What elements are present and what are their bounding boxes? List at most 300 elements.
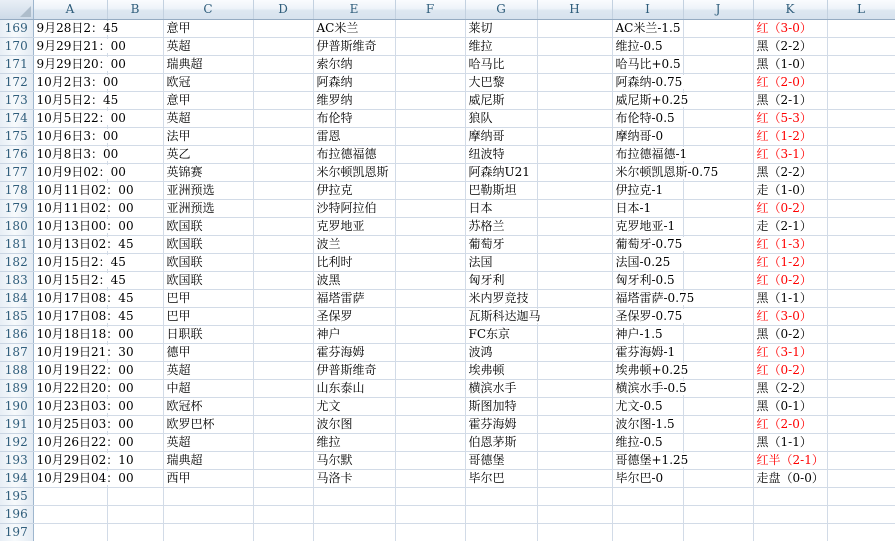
cell-J178[interactable]: [683, 181, 753, 199]
cell-H169[interactable]: [537, 19, 612, 37]
cell-F171[interactable]: [395, 55, 465, 73]
cell-C192[interactable]: [163, 433, 253, 451]
cell-D197[interactable]: [253, 523, 313, 541]
cell-G183[interactable]: [465, 271, 537, 289]
cell-F177[interactable]: [395, 163, 465, 181]
cell-D187[interactable]: [253, 343, 313, 361]
column-header-a[interactable]: A: [33, 0, 107, 19]
cell-D189[interactable]: [253, 379, 313, 397]
cell-G177[interactable]: [465, 163, 537, 181]
cell-I170[interactable]: [612, 37, 683, 55]
cell-L193[interactable]: [827, 451, 895, 469]
cell-F184[interactable]: [395, 289, 465, 307]
cell-A189[interactable]: [33, 379, 134, 397]
cell-G185[interactable]: [465, 307, 541, 325]
cell-L197[interactable]: [827, 523, 895, 541]
row-header-188[interactable]: 188: [0, 361, 33, 379]
cell-I182[interactable]: [612, 253, 683, 271]
cell-A186[interactable]: [33, 325, 134, 343]
row-header-176[interactable]: 176: [0, 145, 33, 163]
row-header-193[interactable]: 193: [0, 451, 33, 469]
cell-F192[interactable]: [395, 433, 465, 451]
cell-A190[interactable]: [33, 397, 134, 415]
cell-A187[interactable]: [33, 343, 134, 361]
cell-J182[interactable]: [683, 253, 753, 271]
cell-D182[interactable]: [253, 253, 313, 271]
cell-D196[interactable]: [253, 505, 313, 523]
cell-H175[interactable]: [537, 127, 612, 145]
cell-H181[interactable]: [537, 235, 612, 253]
cell-J195[interactable]: [683, 487, 753, 505]
cell-D174[interactable]: [253, 109, 313, 127]
cell-E178[interactable]: [313, 181, 395, 199]
cell-L182[interactable]: [827, 253, 895, 271]
cell-H178[interactable]: [537, 181, 612, 199]
cell-H190[interactable]: [537, 397, 612, 415]
column-header-h[interactable]: H: [537, 0, 612, 19]
cell-I177[interactable]: [612, 163, 719, 181]
cell-L172[interactable]: [827, 73, 895, 91]
cell-E193[interactable]: [313, 451, 395, 469]
cell-A193[interactable]: [33, 451, 134, 469]
cell-E188[interactable]: [313, 361, 395, 379]
cell-A175[interactable]: [33, 127, 119, 145]
cell-I195[interactable]: [612, 487, 683, 505]
cell-K187[interactable]: [753, 343, 827, 361]
cell-A188[interactable]: [33, 361, 134, 379]
cell-L175[interactable]: [827, 127, 895, 145]
cell-J190[interactable]: [683, 397, 753, 415]
cell-J175[interactable]: [683, 127, 753, 145]
cell-F191[interactable]: [395, 415, 465, 433]
cell-H182[interactable]: [537, 253, 612, 271]
cell-K186[interactable]: [753, 325, 827, 343]
cell-K197[interactable]: [753, 523, 827, 541]
cell-G173[interactable]: [465, 91, 537, 109]
cell-E180[interactable]: [313, 217, 395, 235]
cell-J172[interactable]: [683, 73, 753, 91]
cell-G191[interactable]: [465, 415, 537, 433]
cell-G195[interactable]: [465, 487, 537, 505]
cell-F176[interactable]: [395, 145, 465, 163]
cell-I192[interactable]: [612, 433, 683, 451]
cell-K183[interactable]: [753, 271, 827, 289]
cell-E192[interactable]: [313, 433, 395, 451]
cell-E189[interactable]: [313, 379, 395, 397]
cell-K190[interactable]: [753, 397, 827, 415]
cell-J194[interactable]: [683, 469, 753, 487]
cell-H174[interactable]: [537, 109, 612, 127]
cell-F193[interactable]: [395, 451, 465, 469]
cell-E181[interactable]: [313, 235, 395, 253]
cell-G179[interactable]: [465, 199, 537, 217]
cell-K192[interactable]: [753, 433, 827, 451]
cell-F196[interactable]: [395, 505, 465, 523]
cell-K188[interactable]: [753, 361, 827, 379]
cell-A196[interactable]: [33, 505, 107, 523]
cell-A177[interactable]: [33, 163, 126, 181]
cell-L184[interactable]: [827, 289, 895, 307]
cell-C178[interactable]: [163, 181, 253, 199]
cell-D181[interactable]: [253, 235, 313, 253]
cell-K185[interactable]: [753, 307, 827, 325]
row-header-182[interactable]: 182: [0, 253, 33, 271]
cell-I194[interactable]: [612, 469, 683, 487]
row-header-185[interactable]: 185: [0, 307, 33, 325]
cell-K171[interactable]: [753, 55, 827, 73]
cell-C181[interactable]: [163, 235, 253, 253]
cell-K170[interactable]: [753, 37, 827, 55]
cell-C170[interactable]: [163, 37, 253, 55]
cell-C180[interactable]: [163, 217, 253, 235]
cell-G180[interactable]: [465, 217, 537, 235]
cell-D170[interactable]: [253, 37, 313, 55]
cell-G170[interactable]: [465, 37, 537, 55]
cell-I191[interactable]: [612, 415, 683, 433]
cell-D194[interactable]: [253, 469, 313, 487]
row-header-186[interactable]: 186: [0, 325, 33, 343]
cell-F173[interactable]: [395, 91, 465, 109]
cell-B197[interactable]: [107, 523, 163, 541]
cell-I186[interactable]: [612, 325, 683, 343]
cell-C194[interactable]: [163, 469, 253, 487]
cell-C174[interactable]: [163, 109, 253, 127]
cell-G186[interactable]: [465, 325, 537, 343]
cell-J197[interactable]: [683, 523, 753, 541]
cell-E177[interactable]: [313, 163, 395, 181]
cell-H171[interactable]: [537, 55, 612, 73]
cell-K172[interactable]: [753, 73, 827, 91]
column-header-i[interactable]: I: [612, 0, 683, 19]
cell-D179[interactable]: [253, 199, 313, 217]
cell-F190[interactable]: [395, 397, 465, 415]
cell-I189[interactable]: [612, 379, 687, 397]
cell-G171[interactable]: [465, 55, 537, 73]
cell-F185[interactable]: [395, 307, 465, 325]
cell-H173[interactable]: [537, 91, 612, 109]
cell-F197[interactable]: [395, 523, 465, 541]
row-header-177[interactable]: 177: [0, 163, 33, 181]
cell-K195[interactable]: [753, 487, 827, 505]
column-header-d[interactable]: D: [253, 0, 313, 19]
cell-K191[interactable]: [753, 415, 827, 433]
cell-F179[interactable]: [395, 199, 465, 217]
cell-A180[interactable]: [33, 217, 134, 235]
cell-H187[interactable]: [537, 343, 612, 361]
row-header-181[interactable]: 181: [0, 235, 33, 253]
cell-D184[interactable]: [253, 289, 313, 307]
cell-J183[interactable]: [683, 271, 753, 289]
cell-C187[interactable]: [163, 343, 253, 361]
row-header-197[interactable]: 197: [0, 523, 33, 541]
column-header-f[interactable]: F: [395, 0, 465, 19]
cell-E194[interactable]: [313, 469, 395, 487]
cell-L187[interactable]: [827, 343, 895, 361]
cell-D191[interactable]: [253, 415, 313, 433]
cell-G178[interactable]: [465, 181, 537, 199]
cell-C196[interactable]: [163, 505, 253, 523]
cell-L173[interactable]: [827, 91, 895, 109]
cell-I172[interactable]: [612, 73, 683, 91]
cell-H180[interactable]: [537, 217, 612, 235]
cell-C191[interactable]: [163, 415, 253, 433]
cell-A195[interactable]: [33, 487, 107, 505]
cell-I178[interactable]: [612, 181, 683, 199]
cell-D175[interactable]: [253, 127, 313, 145]
cell-E191[interactable]: [313, 415, 395, 433]
cell-J188[interactable]: [683, 361, 753, 379]
cell-H179[interactable]: [537, 199, 612, 217]
row-header-194[interactable]: 194: [0, 469, 33, 487]
cell-A184[interactable]: [33, 289, 134, 307]
cell-D180[interactable]: [253, 217, 313, 235]
cell-G184[interactable]: [465, 289, 537, 307]
cell-D183[interactable]: [253, 271, 313, 289]
cell-H186[interactable]: [537, 325, 612, 343]
cell-G188[interactable]: [465, 361, 537, 379]
cell-L196[interactable]: [827, 505, 895, 523]
cell-L170[interactable]: [827, 37, 895, 55]
cell-F178[interactable]: [395, 181, 465, 199]
cell-I193[interactable]: [612, 451, 689, 469]
cell-A182[interactable]: [33, 253, 126, 271]
cell-F195[interactable]: [395, 487, 465, 505]
cell-H176[interactable]: [537, 145, 612, 163]
cell-F194[interactable]: [395, 469, 465, 487]
cell-H183[interactable]: [537, 271, 612, 289]
cell-J176[interactable]: [683, 145, 753, 163]
cell-C173[interactable]: [163, 91, 253, 109]
cell-D172[interactable]: [253, 73, 313, 91]
cell-C186[interactable]: [163, 325, 253, 343]
cell-D178[interactable]: [253, 181, 313, 199]
cell-L183[interactable]: [827, 271, 895, 289]
cell-I175[interactable]: [612, 127, 683, 145]
cell-G174[interactable]: [465, 109, 537, 127]
row-header-191[interactable]: 191: [0, 415, 33, 433]
cell-L176[interactable]: [827, 145, 895, 163]
cell-I176[interactable]: [612, 145, 688, 163]
cell-J196[interactable]: [683, 505, 753, 523]
cell-G194[interactable]: [465, 469, 537, 487]
cell-C188[interactable]: [163, 361, 253, 379]
cell-H191[interactable]: [537, 415, 612, 433]
cell-E196[interactable]: [313, 505, 395, 523]
cell-L180[interactable]: [827, 217, 895, 235]
cell-H192[interactable]: [537, 433, 612, 451]
cell-E182[interactable]: [313, 253, 395, 271]
cell-C182[interactable]: [163, 253, 253, 271]
cell-H172[interactable]: [537, 73, 612, 91]
row-header-184[interactable]: 184: [0, 289, 33, 307]
cell-H189[interactable]: [537, 379, 612, 397]
cell-E171[interactable]: [313, 55, 395, 73]
cell-G172[interactable]: [465, 73, 537, 91]
cell-G196[interactable]: [465, 505, 537, 523]
cell-H196[interactable]: [537, 505, 612, 523]
cell-L177[interactable]: [827, 163, 895, 181]
cell-D190[interactable]: [253, 397, 313, 415]
row-header-169[interactable]: 169: [0, 19, 33, 37]
cell-I180[interactable]: [612, 217, 683, 235]
row-header-190[interactable]: 190: [0, 397, 33, 415]
cell-K178[interactable]: [753, 181, 827, 199]
cell-E186[interactable]: [313, 325, 395, 343]
row-header-192[interactable]: 192: [0, 433, 33, 451]
cell-A174[interactable]: [33, 109, 126, 127]
cell-J192[interactable]: [683, 433, 753, 451]
column-header-j[interactable]: J: [683, 0, 753, 19]
cell-F181[interactable]: [395, 235, 465, 253]
cell-D176[interactable]: [253, 145, 313, 163]
cell-E175[interactable]: [313, 127, 395, 145]
cell-C189[interactable]: [163, 379, 253, 397]
cell-A176[interactable]: [33, 145, 119, 163]
cell-I196[interactable]: [612, 505, 683, 523]
cell-F183[interactable]: [395, 271, 465, 289]
cell-C175[interactable]: [163, 127, 253, 145]
cell-B195[interactable]: [107, 487, 163, 505]
cell-C185[interactable]: [163, 307, 253, 325]
cell-J170[interactable]: [683, 37, 753, 55]
cell-G190[interactable]: [465, 397, 537, 415]
cell-F170[interactable]: [395, 37, 465, 55]
cell-E172[interactable]: [313, 73, 395, 91]
cell-C195[interactable]: [163, 487, 253, 505]
cell-L195[interactable]: [827, 487, 895, 505]
row-header-189[interactable]: 189: [0, 379, 33, 397]
cell-F175[interactable]: [395, 127, 465, 145]
cell-C171[interactable]: [163, 55, 253, 73]
cell-F169[interactable]: [395, 19, 465, 37]
cell-E170[interactable]: [313, 37, 395, 55]
cell-I185[interactable]: [612, 307, 683, 325]
column-header-b[interactable]: B: [107, 0, 163, 19]
cell-D169[interactable]: [253, 19, 313, 37]
cell-L194[interactable]: [827, 469, 895, 487]
cell-A194[interactable]: [33, 469, 134, 487]
cell-J171[interactable]: [683, 55, 753, 73]
cell-K177[interactable]: [753, 163, 827, 181]
row-header-178[interactable]: 178: [0, 181, 33, 199]
row-header-187[interactable]: 187: [0, 343, 33, 361]
row-header-183[interactable]: 183: [0, 271, 33, 289]
cell-G197[interactable]: [465, 523, 537, 541]
cell-H195[interactable]: [537, 487, 612, 505]
cell-K173[interactable]: [753, 91, 827, 109]
cell-F187[interactable]: [395, 343, 465, 361]
cell-J189[interactable]: [683, 379, 753, 397]
cell-A173[interactable]: [33, 91, 119, 109]
cell-L181[interactable]: [827, 235, 895, 253]
cell-B196[interactable]: [107, 505, 163, 523]
cell-L179[interactable]: [827, 199, 895, 217]
cell-C183[interactable]: [163, 271, 253, 289]
cell-E190[interactable]: [313, 397, 395, 415]
cell-C179[interactable]: [163, 199, 253, 217]
cell-I197[interactable]: [612, 523, 683, 541]
cell-G176[interactable]: [465, 145, 537, 163]
cell-J187[interactable]: [683, 343, 753, 361]
cell-K174[interactable]: [753, 109, 827, 127]
row-header-173[interactable]: 173: [0, 91, 33, 109]
cell-C172[interactable]: [163, 73, 253, 91]
column-header-k[interactable]: K: [753, 0, 827, 19]
cell-F172[interactable]: [395, 73, 465, 91]
cell-L169[interactable]: [827, 19, 895, 37]
cell-D192[interactable]: [253, 433, 313, 451]
cell-D173[interactable]: [253, 91, 313, 109]
cell-A181[interactable]: [33, 235, 134, 253]
row-header-195[interactable]: 195: [0, 487, 33, 505]
cell-G182[interactable]: [465, 253, 537, 271]
cell-D188[interactable]: [253, 361, 313, 379]
cell-A179[interactable]: [33, 199, 134, 217]
cell-E184[interactable]: [313, 289, 395, 307]
cell-K196[interactable]: [753, 505, 827, 523]
cell-F188[interactable]: [395, 361, 465, 379]
row-header-171[interactable]: 171: [0, 55, 33, 73]
cell-C176[interactable]: [163, 145, 253, 163]
cell-C177[interactable]: [163, 163, 253, 181]
cell-E176[interactable]: [313, 145, 395, 163]
row-header-196[interactable]: 196: [0, 505, 33, 523]
cell-E183[interactable]: [313, 271, 395, 289]
cell-K180[interactable]: [753, 217, 827, 235]
cell-K181[interactable]: [753, 235, 827, 253]
cell-I173[interactable]: [612, 91, 689, 109]
cell-J169[interactable]: [683, 19, 753, 37]
cell-I184[interactable]: [612, 289, 695, 307]
row-header-172[interactable]: 172: [0, 73, 33, 91]
cell-I171[interactable]: [612, 55, 683, 73]
cell-J191[interactable]: [683, 415, 753, 433]
cell-J193[interactable]: [683, 451, 753, 469]
cell-I190[interactable]: [612, 397, 683, 415]
cell-L185[interactable]: [827, 307, 895, 325]
cell-I183[interactable]: [612, 271, 683, 289]
cell-J185[interactable]: [683, 307, 753, 325]
cell-I188[interactable]: [612, 361, 689, 379]
cell-L174[interactable]: [827, 109, 895, 127]
cell-A171[interactable]: [33, 55, 126, 73]
cell-A191[interactable]: [33, 415, 134, 433]
cell-A169[interactable]: [33, 19, 119, 37]
cell-E179[interactable]: [313, 199, 395, 217]
row-header-170[interactable]: 170: [0, 37, 33, 55]
cell-J181[interactable]: [683, 235, 753, 253]
cell-K193[interactable]: [753, 451, 827, 469]
cell-H188[interactable]: [537, 361, 612, 379]
cell-H170[interactable]: [537, 37, 612, 55]
cell-I181[interactable]: [612, 235, 683, 253]
cell-A183[interactable]: [33, 271, 126, 289]
select-all-corner[interactable]: [0, 0, 33, 19]
cell-H177[interactable]: [537, 163, 612, 181]
column-header-l[interactable]: L: [827, 0, 895, 19]
cell-J186[interactable]: [683, 325, 753, 343]
cell-E174[interactable]: [313, 109, 395, 127]
cell-H185[interactable]: [537, 307, 612, 325]
cell-A185[interactable]: [33, 307, 134, 325]
cell-F180[interactable]: [395, 217, 465, 235]
column-header-c[interactable]: C: [163, 0, 253, 19]
cell-L189[interactable]: [827, 379, 895, 397]
cell-G189[interactable]: [465, 379, 537, 397]
cell-K176[interactable]: [753, 145, 827, 163]
cell-L191[interactable]: [827, 415, 895, 433]
cell-J179[interactable]: [683, 199, 753, 217]
